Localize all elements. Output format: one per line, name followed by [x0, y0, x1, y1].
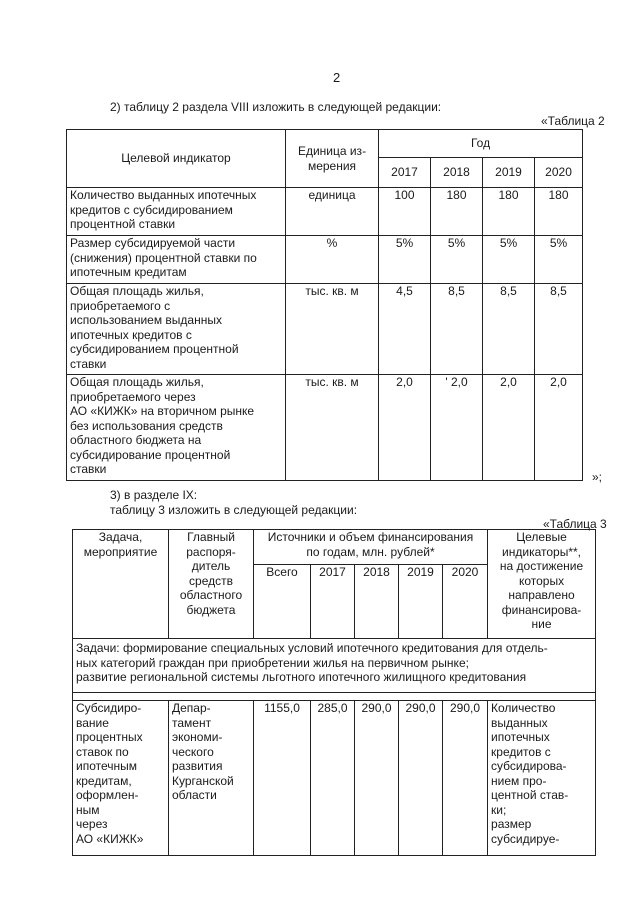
unit-cell: единица: [286, 188, 379, 236]
value-cell: 5%: [483, 236, 535, 284]
header-task: Задача, мероприятие: [73, 530, 169, 639]
task-cell: Субсидиро- вание процентных ставок по ипотечным кредитам, оформлен- ным через АО «КИЖК»: [73, 701, 169, 856]
value-cell: 2,0: [483, 375, 535, 481]
value-cell: 5%: [379, 236, 431, 284]
header-targets: Целевые индикаторы**, на достижение которых направлено финансирова- ние: [488, 530, 596, 639]
header-year-2019: 2019: [483, 158, 535, 188]
item-2-text: 2) таблицу 2 раздела VIII изложить в следующей редакции:: [110, 100, 442, 114]
table-row: [67, 236, 583, 284]
indicator-cell: Общая площадь жилья, приобретаемого через АО «КИЖК» на вторичном рынке без использования средств областного бюджета на субсидирование процентной ставки: [67, 375, 286, 481]
table-2-caption: «Таблица 2: [541, 114, 605, 128]
table-row: [73, 701, 596, 856]
table-row: [67, 188, 583, 236]
value-cell: 180: [535, 188, 583, 236]
value-cell: 5%: [535, 236, 583, 284]
item-3-line-1: 3) в разделе IX:: [110, 488, 198, 502]
value-cell: 5%: [431, 236, 483, 284]
value-cell: 4,5: [379, 284, 431, 375]
header-indicator: Целевой индикатор: [67, 130, 286, 188]
header-year-2018: 2018: [431, 158, 483, 188]
value-cell: 180: [483, 188, 535, 236]
value-cell: ' 2,0: [431, 375, 483, 481]
header-year-2019: 2019: [399, 565, 443, 639]
header-year: Год: [379, 130, 583, 158]
section-spacer: [73, 693, 596, 701]
item-3-line-2: таблицу 3 изложить в следующей редакции:: [110, 503, 358, 517]
table-3: [72, 529, 596, 856]
header-total: Всего: [254, 565, 311, 639]
header-manager: Главный распоря- дитель средств областного бюджета: [169, 530, 254, 639]
unit-cell: тыс. кв. м: [286, 375, 379, 481]
value-cell: 290,0: [399, 701, 443, 856]
page-number: 2: [333, 70, 341, 85]
targets-cell: Количество выданных ипотечных кредитов с субсидирова- нием про- центной став- ки; размер субсидируе-: [488, 701, 596, 856]
value-cell: 100: [379, 188, 431, 236]
section-tasks-text: Задачи: формирование специальных условий ипотечного кредитования для отдель- ных категорий граждан при приобретении жилья на первичном рынке; развитие региональной системы льготного ипотечного жилищного кредитования: [73, 639, 596, 693]
header-year-2018: 2018: [355, 565, 399, 639]
table-row: [67, 284, 583, 375]
value-cell: 285,0: [311, 701, 355, 856]
header-unit: Единица из- мерения: [286, 130, 379, 188]
indicator-cell: Количество выданных ипотечных кредитов с субсидированием процентной ставки: [67, 188, 286, 236]
header-year-2017: 2017: [379, 158, 431, 188]
manager-cell: Депар- тамент экономи- ческого развития Курганской области: [169, 701, 254, 856]
value-cell: 290,0: [443, 701, 488, 856]
header-sources: Источники и объем финансирования по годам, млн. рублей*: [254, 530, 488, 565]
table-3-caption: «Таблица 3: [543, 517, 607, 531]
value-cell: 8,5: [483, 284, 535, 375]
value-cell: 2,0: [535, 375, 583, 481]
indicator-cell: Размер субсидируемой части (снижения) процентной ставки по ипотечным кредитам: [67, 236, 286, 284]
value-cell: 180: [431, 188, 483, 236]
table-2-closing: »;: [592, 470, 603, 484]
value-cell: 8,5: [431, 284, 483, 375]
table-row: [67, 375, 583, 481]
header-year-2017: 2017: [311, 565, 355, 639]
header-year-2020: 2020: [535, 158, 583, 188]
value-cell: 2,0: [379, 375, 431, 481]
value-cell: 8,5: [535, 284, 583, 375]
value-cell: 290,0: [355, 701, 399, 856]
total-cell: 1155,0: [254, 701, 311, 856]
unit-cell: %: [286, 236, 379, 284]
header-year-2020: 2020: [443, 565, 488, 639]
unit-cell: тыс. кв. м: [286, 284, 379, 375]
indicator-cell: Общая площадь жилья, приобретаемого с использованием выданных ипотечных кредитов с субсидированием процентной ставки: [67, 284, 286, 375]
table-2: [66, 129, 583, 481]
